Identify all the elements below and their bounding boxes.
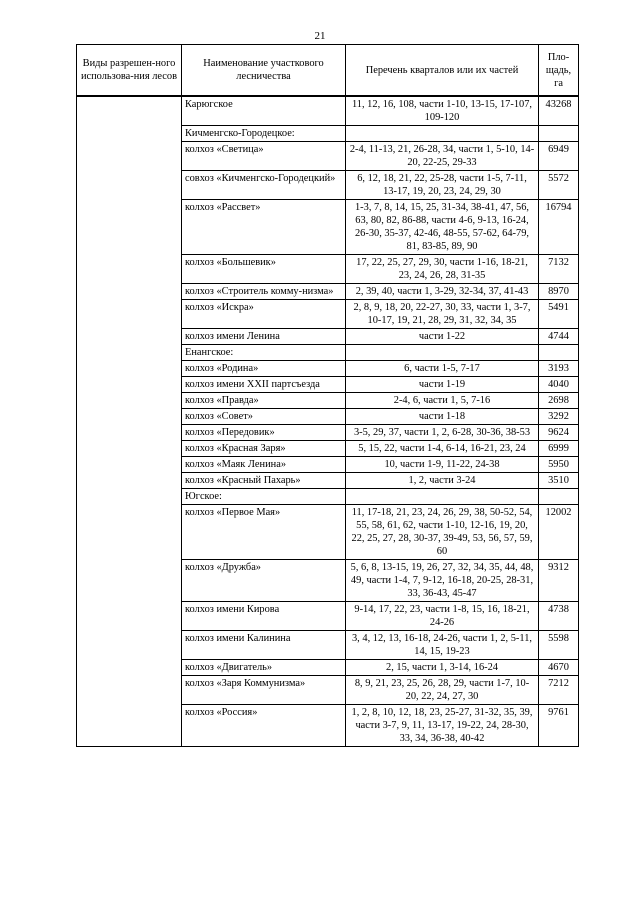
area-cell: 5598 <box>539 631 579 660</box>
quarters-cell: 8, 9, 21, 23, 25, 26, 28, 29, части 1-7, 10-20, 22, 24, 27, 30 <box>346 676 539 705</box>
forestry-name-cell: колхоз «Двигатель» <box>182 660 346 676</box>
forestry-name-cell: колхоз «Родина» <box>182 361 346 377</box>
forestry-name-cell: колхоз имени Кирова <box>182 602 346 631</box>
quarters-cell: части 1-18 <box>346 409 539 425</box>
quarters-cell: 5, 6, 8, 13-15, 19, 26, 27, 32, 34, 35, 44, 48, 49, части 1-4, 7, 9-12, 16-18, 20-25, 28-31, 33, 36-43, 45-47 <box>346 560 539 602</box>
area-cell: 5491 <box>539 300 579 329</box>
area-cell: 4738 <box>539 602 579 631</box>
area-cell: 7132 <box>539 255 579 284</box>
forestry-name-cell: колхоз «Россия» <box>182 705 346 747</box>
quarters-cell: 9-14, 17, 22, 23, части 1-8, 15, 16, 18-21, 24-26 <box>346 602 539 631</box>
quarters-cell: 2, 15, части 1, 3-14, 16-24 <box>346 660 539 676</box>
quarters-cell: 3, 4, 12, 13, 16-18, 24-26, части 1, 2, 5-11, 14, 15, 19-23 <box>346 631 539 660</box>
forestry-name-cell: колхоз «Красный Пахарь» <box>182 473 346 489</box>
area-cell <box>539 126 579 142</box>
area-cell: 6999 <box>539 441 579 457</box>
forestry-name-cell: колхоз «Первое Мая» <box>182 505 346 560</box>
forestry-name-cell: колхоз «Дружба» <box>182 560 346 602</box>
area-cell <box>539 489 579 505</box>
area-cell: 8970 <box>539 284 579 300</box>
area-cell: 3292 <box>539 409 579 425</box>
quarters-cell: части 1-22 <box>346 329 539 345</box>
area-cell: 43268 <box>539 96 579 126</box>
table-header <box>77 45 579 97</box>
quarters-cell: 5, 15, 22, части 1-4, 6-14, 16-21, 23, 24 <box>346 441 539 457</box>
quarters-cell: 2-4, 11-13, 21, 26-28, 34, части 1, 5-10, 14-20, 22-25, 29-33 <box>346 142 539 171</box>
page-number: 21 <box>314 30 326 42</box>
area-cell: 9312 <box>539 560 579 602</box>
table-body <box>77 96 579 747</box>
quarters-cell <box>346 126 539 142</box>
quarters-cell: 6, 12, 18, 21, 22, 25-28, части 1-5, 7-11, 13-17, 19, 20, 23, 24, 29, 30 <box>346 171 539 200</box>
forestry-name-cell: колхоз «Рассвет» <box>182 200 346 255</box>
forestry-name-cell: колхоз имени Калинина <box>182 631 346 660</box>
quarters-cell <box>346 345 539 361</box>
quarters-cell: 17, 22, 25, 27, 29, 30, части 1-16, 18-21, 23, 24, 26, 28, 31-35 <box>346 255 539 284</box>
forestry-name-cell: колхоз «Красная Заря» <box>182 441 346 457</box>
table-row <box>77 96 579 126</box>
quarters-cell <box>346 489 539 505</box>
area-cell: 5572 <box>539 171 579 200</box>
forestry-name-cell: Югское: <box>182 489 346 505</box>
quarters-cell: 11, 17-18, 21, 23, 24, 26, 29, 38, 50-52, 54, 55, 58, 61, 62, части 1-10, 12-16, 19, 20, 22, 25, 27, 28, 30-37, 39-49, 53, 56, 57, 59, 60 <box>346 505 539 560</box>
area-cell: 5950 <box>539 457 579 473</box>
quarters-cell: 11, 12, 16, 108, части 1-10, 13-15, 17-107, 109-120 <box>346 96 539 126</box>
quarters-cell: 1, 2, 8, 10, 12, 18, 23, 25-27, 31-32, 35, 39, части 3-7, 9, 11, 13-17, 19-22, 24, 28-30, 33, 34, 36-38, 40-42 <box>346 705 539 747</box>
quarters-cell: части 1-19 <box>346 377 539 393</box>
area-cell: 7212 <box>539 676 579 705</box>
forestry-name-cell: колхоз «Заря Коммунизма» <box>182 676 346 705</box>
quarters-cell: 2, 39, 40, части 1, 3-29, 32-34, 37, 41-43 <box>346 284 539 300</box>
use-type-cell <box>77 96 182 747</box>
quarters-cell: 10, части 1-9, 11-22, 24-38 <box>346 457 539 473</box>
forest-quarters-table <box>76 44 579 747</box>
area-cell: 2698 <box>539 393 579 409</box>
quarters-cell: 6, части 1-5, 7-17 <box>346 361 539 377</box>
area-cell: 16794 <box>539 200 579 255</box>
forestry-name-cell: колхоз «Передовик» <box>182 425 346 441</box>
quarters-cell: 1, 2, части 3-24 <box>346 473 539 489</box>
forestry-name-cell: Карюгское <box>182 96 346 126</box>
area-cell: 3193 <box>539 361 579 377</box>
area-cell: 4670 <box>539 660 579 676</box>
forestry-name-cell: колхоз имени XXII партсъезда <box>182 377 346 393</box>
area-cell: 9624 <box>539 425 579 441</box>
forestry-name-cell: Енангское: <box>182 345 346 361</box>
forestry-name-cell: колхоз «Светица» <box>182 142 346 171</box>
forestry-name-cell: колхоз «Искра» <box>182 300 346 329</box>
forestry-name-cell: колхоз «Большевик» <box>182 255 346 284</box>
area-cell: 12002 <box>539 505 579 560</box>
area-cell: 9761 <box>539 705 579 747</box>
quarters-cell: 1-3, 7, 8, 14, 15, 25, 31-34, 38-41, 47, 56, 63, 80, 82, 86-88, части 4-6, 9-13, 16-24, 26-30, 35-37, 42-46, 48-55, 57-62, 64-79, 81, 83-85, 89, 90 <box>346 200 539 255</box>
quarters-cell: 2, 8, 9, 18, 20, 22-27, 30, 33, части 1, 3-7, 10-17, 19, 21, 28, 29, 31, 32, 34, 35 <box>346 300 539 329</box>
forestry-name-cell: совхоз «Кичменгско-Городецкий» <box>182 171 346 200</box>
forestry-name-cell: Кичменгско-Городецкое: <box>182 126 346 142</box>
area-cell: 6949 <box>539 142 579 171</box>
forestry-name-cell: колхоз «Маяк Ленина» <box>182 457 346 473</box>
quarters-cell: 2-4, 6, части 1, 5, 7-16 <box>346 393 539 409</box>
header-quarters: Перечень кварталов или их частей <box>346 45 539 97</box>
header-forestry: Наименование участкового лесничества <box>182 45 346 97</box>
forestry-name-cell: колхоз «Правда» <box>182 393 346 409</box>
area-cell: 4040 <box>539 377 579 393</box>
area-cell <box>539 345 579 361</box>
area-cell: 4744 <box>539 329 579 345</box>
forestry-name-cell: колхоз имени Ленина <box>182 329 346 345</box>
area-cell: 3510 <box>539 473 579 489</box>
forestry-name-cell: колхоз «Совет» <box>182 409 346 425</box>
header-use-type: Виды разрешен-ного использова-ния лесов <box>77 45 182 97</box>
header-area: Пло-щадь, га <box>539 45 579 97</box>
quarters-cell: 3-5, 29, 37, части 1, 2, 6-28, 30-36, 38-53 <box>346 425 539 441</box>
forestry-name-cell: колхоз «Строитель комму-низма» <box>182 284 346 300</box>
